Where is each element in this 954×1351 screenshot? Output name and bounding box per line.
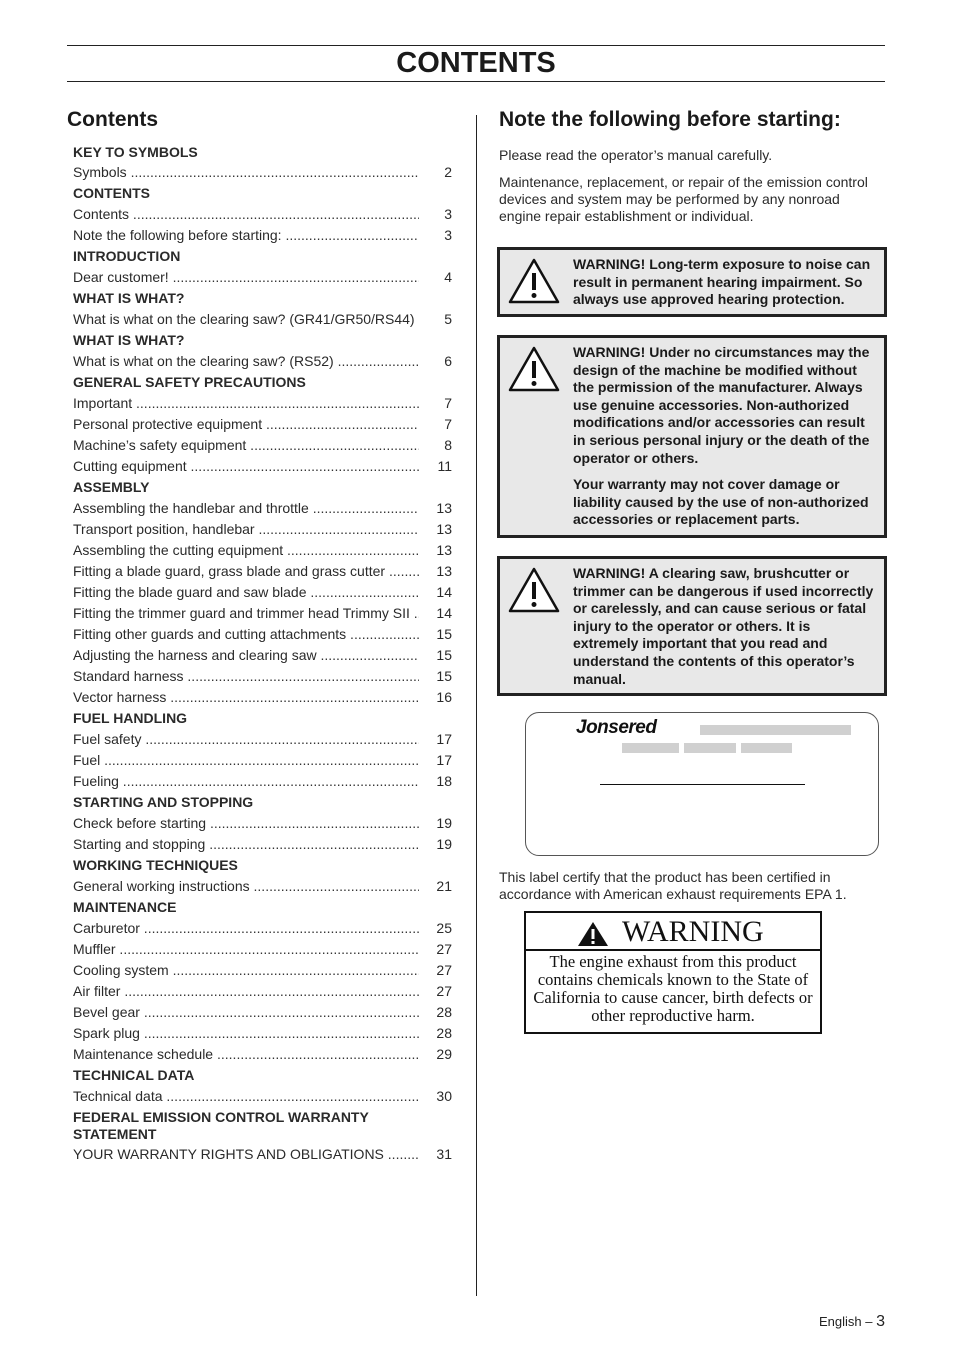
intro-paragraph: Please read the operator’s manual carefully. (499, 147, 773, 163)
toc-entry-title (73, 1044, 419, 1065)
toc-entry-title-text: Technical data (73, 1088, 163, 1104)
toc-entry-page: 2 (444, 164, 452, 180)
toc-entry[interactable] (73, 498, 455, 519)
toc-entry-title-text: What is what on the clearing saw? (RS52) (73, 353, 334, 369)
toc-entry-title-text: Fitting a blade guard, grass blade and grass cutter (73, 563, 386, 579)
toc-entry[interactable] (73, 1023, 455, 1044)
toc-entry[interactable] (73, 1144, 455, 1165)
toc-entry-title-text: Fitting the blade guard and saw blade (73, 584, 307, 600)
toc-entry-title (73, 162, 419, 183)
toc-entry[interactable] (73, 540, 455, 561)
toc-entry-page: 7 (444, 416, 452, 432)
toc-section-heading: STARTING AND STOPPING (73, 794, 254, 810)
toc-section-heading: ASSEMBLY (73, 479, 150, 495)
toc-entry[interactable] (73, 834, 455, 855)
toc-section-heading: FEDERAL EMISSION CONTROL WARRANTY STATEMENT (73, 1109, 369, 1142)
emission-label-illustration (525, 712, 879, 856)
toc-entry[interactable] (73, 582, 455, 603)
toc-entry-title (73, 435, 419, 456)
toc-entry-page: 15 (436, 647, 452, 663)
warning-triangle-icon (507, 345, 561, 393)
toc-entry-page: 28 (436, 1025, 452, 1041)
california-warning-separator (526, 949, 820, 951)
toc-entry-title-text: YOUR WARRANTY RIGHTS AND OBLIGATIONS (73, 1146, 384, 1162)
footer-dash: – (865, 1314, 873, 1329)
warning-triangle-icon (507, 257, 561, 305)
toc-entry-page: 8 (444, 437, 452, 453)
toc-section-heading: WHAT IS WHAT? (73, 332, 185, 348)
toc-entry-page: 30 (436, 1088, 452, 1104)
toc-entry-title-text: Machine’s safety equipment (73, 437, 247, 453)
toc-entry-title (73, 393, 419, 414)
toc-entry-title (73, 960, 419, 981)
toc-entry-title-text: Contents (73, 206, 130, 222)
table-of-contents (73, 143, 455, 1165)
toc-entry-title-text: Fuel (73, 752, 101, 768)
toc-section-heading: WHAT IS WHAT? (73, 290, 185, 306)
toc-entry-title (73, 351, 419, 372)
toc-entry-title-text: Spark plug (73, 1025, 140, 1041)
toc-entry-title (73, 309, 419, 330)
toc-entry-page: 25 (436, 920, 452, 936)
toc-entry-title (73, 498, 419, 519)
toc-entry-title-text: Important (73, 395, 133, 411)
toc-entry[interactable] (73, 960, 455, 981)
toc-entry-page: 15 (436, 668, 452, 684)
danger-warning-text: WARNING! A clearing saw, brushcutter or trimmer can be dangerous if used incorrectly or carelessly, and can cause serious or fatal injury to the operator or others. It is extremely important that you read and understand the contents of this operator’s manual. (573, 565, 874, 687)
toc-entry[interactable] (73, 603, 455, 624)
toc-entry-page: 19 (436, 836, 452, 852)
contents-heading: Contents (67, 108, 158, 131)
toc-entry-page: 17 (436, 752, 452, 768)
toc-entry[interactable] (73, 309, 455, 330)
toc-entry-title (73, 939, 419, 960)
noise-warning-box (497, 247, 887, 317)
toc-entry-page: 13 (436, 521, 452, 537)
toc-entry[interactable] (73, 771, 455, 792)
toc-entry-title-text: Carburetor (73, 920, 140, 936)
toc-entry-title-text: Cutting equipment (73, 458, 187, 474)
toc-entry[interactable] (73, 393, 455, 414)
toc-entry-title-text: Check before starting (73, 815, 207, 831)
jonsered-logo: Jonsered (576, 717, 657, 738)
toc-entry-title (73, 750, 419, 771)
toc-entry-title-text: Assembling the handlebar and throttle (73, 500, 309, 516)
toc-entry-title (73, 981, 419, 1002)
toc-entry[interactable] (73, 162, 455, 183)
toc-entry-page: 3 (444, 227, 452, 243)
toc-entry[interactable] (73, 267, 455, 288)
toc-section-heading: CONTENTS (73, 185, 150, 201)
toc-entry-title (73, 414, 419, 435)
toc-entry-title-text: Fueling (73, 773, 119, 789)
california-warning-box (524, 911, 822, 1034)
toc-entry[interactable] (73, 1086, 455, 1107)
page-number: 3 (876, 1313, 885, 1330)
toc-entry-page: 21 (436, 878, 452, 894)
toc-entry-page: 15 (436, 626, 452, 642)
toc-entry-page: 17 (436, 731, 452, 747)
toc-entry-title-text: Vector harness (73, 689, 167, 705)
toc-entry-title-text: Symbols (73, 164, 127, 180)
toc-entry-title (73, 834, 419, 855)
toc-entry-title-text: Dear customer! (73, 269, 169, 285)
toc-entry-title-text: Muffler (73, 941, 116, 957)
toc-entry[interactable] (73, 351, 455, 372)
toc-entry-title (73, 813, 419, 834)
toc-entry-title (73, 1086, 419, 1107)
toc-entry[interactable] (73, 939, 455, 960)
toc-section-heading: TECHNICAL DATA (73, 1067, 195, 1083)
toc-entry-page: 29 (436, 1046, 452, 1062)
toc-entry-page: 27 (436, 941, 452, 957)
toc-entry[interactable] (73, 666, 455, 687)
toc-entry[interactable] (73, 729, 455, 750)
noise-warning-text: WARNING! Long-term exposure to noise can result in permanent hearing impairment. So always use approved hearing protection. (573, 256, 871, 308)
toc-entry-title (73, 267, 419, 288)
toc-entry-title (73, 771, 419, 792)
toc-entry-page: 14 (436, 605, 452, 621)
label-placeholder-bar (700, 725, 851, 735)
title-rule (67, 81, 885, 82)
toc-entry-page: 28 (436, 1004, 452, 1020)
toc-section-heading: GENERAL SAFETY PRECAUTIONS (73, 374, 306, 390)
toc-entry-title (73, 729, 419, 750)
toc-entry-title-text: Adjusting the harness and clearing saw (73, 647, 317, 663)
toc-entry[interactable] (73, 519, 455, 540)
toc-entry-title-text: Personal protective equipment (73, 416, 263, 432)
label-placeholder-bar (622, 743, 679, 753)
toc-section-heading: KEY TO SYMBOLS (73, 144, 198, 160)
toc-entry-title (73, 540, 419, 561)
toc-entry-page: 4 (444, 269, 452, 285)
toc-entry[interactable] (73, 645, 455, 666)
label-placeholder-bar (741, 743, 792, 753)
modification-warning-text: WARNING! Under no circumstances may the design of the machine be modified without the permission of the manufacturer. Always use genuine accessories. Non-authorized modifications and/or accessories can result in serious personal injury or the death of the operator or others. (573, 344, 870, 466)
toc-entry-title (73, 204, 419, 225)
toc-entry[interactable] (73, 561, 455, 582)
toc-entry[interactable] (73, 414, 455, 435)
label-placeholder-bar (684, 743, 736, 753)
toc-entry-title-text: Starting and stopping (73, 836, 206, 852)
toc-entry-title (73, 519, 419, 540)
toc-entry[interactable] (73, 225, 455, 246)
toc-entry-title (73, 456, 419, 477)
toc-entry-page: 11 (437, 458, 452, 474)
toc-entry-page: 16 (436, 689, 452, 705)
toc-entry-title (73, 1144, 419, 1165)
emission-paragraph: Maintenance, replacement, or repair of the emission control devices and system may be performed by any nonroad engine repair establishment or individual. (499, 174, 868, 224)
column-divider (476, 115, 477, 1296)
toc-entry-page: 13 (436, 563, 452, 579)
toc-entry-title (73, 1023, 419, 1044)
toc-entry-title-text: Fuel safety (73, 731, 142, 747)
toc-entry-title (73, 582, 419, 603)
toc-entry-title-text: General working instructions (73, 878, 250, 894)
toc-entry[interactable] (73, 456, 455, 477)
toc-entry-title-text: Maintenance schedule (73, 1046, 214, 1062)
toc-entry-page: 3 (444, 206, 452, 222)
toc-entry-title-text: Cooling system (73, 962, 169, 978)
toc-entry-title-text: Transport position, handlebar (73, 521, 255, 537)
toc-entry[interactable] (73, 687, 455, 708)
toc-section-heading: INTRODUCTION (73, 248, 181, 264)
toc-section-heading: WORKING TECHNIQUES (73, 857, 238, 873)
toc-entry-title-text: Fitting the trimmer guard and trimmer head Trimmy SII (73, 605, 410, 621)
california-warning-text: The engine exhaust from this product contains chemicals known to the State of California to cause cancer, birth defects or other reproductive harm. (533, 952, 813, 1025)
toc-entry-page: 19 (436, 815, 452, 831)
toc-entry[interactable] (73, 624, 455, 645)
toc-entry-title-text: Assembling the cutting equipment (73, 542, 284, 558)
toc-section-heading: MAINTENANCE (73, 899, 177, 915)
warranty-note-text: Your warranty may not cover damage or liability caused by the use of non-authorized accessories or replacement parts. (573, 476, 869, 528)
toc-entry-page: 18 (436, 773, 452, 789)
modification-warning-box (497, 335, 887, 538)
toc-entry[interactable] (73, 204, 455, 225)
toc-entry-title-text: Bevel gear (73, 1004, 140, 1020)
toc-entry-title-text: Air filter (73, 983, 121, 999)
toc-entry[interactable] (73, 1044, 455, 1065)
toc-entry[interactable] (73, 435, 455, 456)
toc-entry-title (73, 603, 419, 624)
toc-entry[interactable] (73, 918, 455, 939)
toc-entry-title-text: Note the following before starting: (73, 227, 282, 243)
toc-entry[interactable] (73, 813, 455, 834)
toc-entry-title-text: Standard harness (73, 668, 184, 684)
california-warning-title: WARNING (622, 915, 764, 948)
danger-warning-box (497, 556, 887, 696)
note-heading: Note the following before starting: (499, 108, 841, 131)
toc-entry-title (73, 918, 419, 939)
label-signature-line (600, 784, 805, 785)
toc-entry-title (73, 666, 419, 687)
footer-language: English (818, 1314, 862, 1329)
toc-entry-title (73, 624, 419, 645)
toc-entry-page: 14 (436, 584, 452, 600)
toc-entry-page: 6 (444, 353, 452, 369)
toc-entry-page: 31 (436, 1146, 452, 1162)
toc-entry-page: 13 (436, 500, 452, 516)
toc-entry-page: 5 (444, 311, 452, 327)
toc-entry-page: 27 (436, 962, 452, 978)
toc-entry[interactable] (73, 1002, 455, 1023)
toc-entry-page: 27 (436, 983, 452, 999)
toc-entry-page: 7 (444, 395, 452, 411)
toc-entry-title (73, 561, 419, 582)
page-footer (819, 1313, 885, 1331)
toc-entry-title-text: Fitting other guards and cutting attachments (73, 626, 347, 642)
toc-entry-title (73, 645, 419, 666)
label-caption: This label certify that the product has been certified in accordance with American exhaust requirements EPA 1. (499, 869, 847, 902)
toc-entry-title-text: What is what on the clearing saw? (GR41/GR50/RS44) (73, 311, 415, 327)
page-title: CONTENTS (396, 47, 556, 79)
toc-entry-title (73, 225, 419, 246)
warning-triangle-icon (577, 921, 609, 947)
toc-entry-title (73, 876, 419, 897)
toc-section-heading: FUEL HANDLING (73, 710, 188, 726)
toc-entry-title (73, 1002, 419, 1023)
toc-entry-title (73, 687, 419, 708)
toc-entry[interactable] (73, 876, 455, 897)
toc-entry[interactable] (73, 750, 455, 771)
warning-triangle-icon (507, 566, 561, 614)
toc-entry-page: 13 (436, 542, 452, 558)
toc-entry[interactable] (73, 981, 455, 1002)
